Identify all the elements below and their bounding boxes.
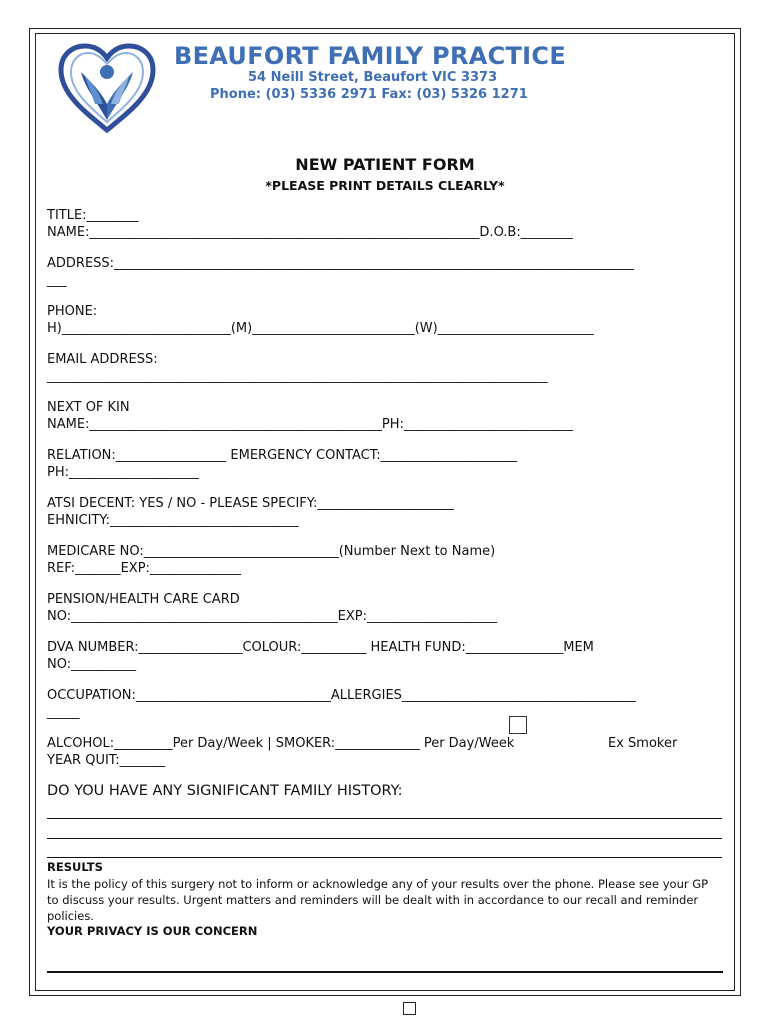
- family-history-line-2[interactable]: [47, 838, 722, 839]
- form-title: NEW PATIENT FORM: [295, 155, 475, 174]
- ethnicity-field[interactable]: EHNICITY:_____________________________: [47, 513, 299, 528]
- privacy-notice: YOUR PRIVACY IS OUR CONCERN: [47, 924, 258, 938]
- year-quit-field[interactable]: YEAR QUIT:_______: [47, 753, 166, 768]
- family-history-question: DO YOU HAVE ANY SIGNIFICANT FAMILY HISTORY:: [47, 783, 403, 799]
- member-number-field[interactable]: NO:__________: [47, 657, 137, 672]
- pension-label: PENSION/HEALTH CARE CARD: [47, 592, 240, 607]
- results-policy-text: It is the policy of this surgery not to inform or acknowledge any of your results over the phone. Please see your GP to discuss your results. Urgent matters and reminders will be dealt with in accordance to our recall and reminder policies.: [47, 877, 709, 923]
- heart-logo-icon: [55, 42, 159, 134]
- medicare-field[interactable]: MEDICARE NO:______________________________(Number Next to Name): [47, 544, 496, 559]
- results-heading: RESULTS: [47, 860, 103, 874]
- practice-name: BEAUFORT FAMILY PRACTICE: [174, 42, 567, 70]
- family-history-line-1[interactable]: [47, 818, 722, 819]
- phone-label: PHONE:: [47, 304, 98, 319]
- footer-checkbox[interactable]: [403, 1002, 416, 1015]
- title-field[interactable]: TITLE:________: [47, 208, 139, 223]
- address-continuation[interactable]: ___: [47, 273, 67, 288]
- pension-no-exp-field[interactable]: NO:_________________________________________EXP:____________________: [47, 609, 497, 624]
- alcohol-smoker-field[interactable]: ALCOHOL:_________Per Day/Week | SMOKER:_____________ Per Day/Week: [47, 736, 515, 751]
- medicare-ref-exp-field[interactable]: REF:_______EXP:______________: [47, 561, 241, 576]
- practice-address: 54 Neill Street, Beaufort VIC 3373: [248, 70, 498, 85]
- occupation-continuation[interactable]: _____: [47, 705, 80, 720]
- family-history-line-3[interactable]: [47, 857, 722, 858]
- phone-numbers-field[interactable]: H)__________________________(M)_________________________(W)________________________: [47, 321, 594, 336]
- next-of-kin-name-phone-field[interactable]: NAME:_____________________________________________PH:__________________________: [47, 417, 573, 432]
- practice-phone-fax: Phone: (03) 5336 2971 Fax: (03) 5326 1271: [210, 87, 528, 102]
- ex-smoker-checkbox[interactable]: [509, 716, 527, 734]
- emergency-phone-field[interactable]: PH:____________________: [47, 465, 199, 480]
- signature-line[interactable]: [47, 971, 723, 973]
- occupation-allergies-field[interactable]: OCCUPATION:______________________________ALLERGIES____________________________________: [47, 688, 636, 703]
- atsi-field[interactable]: ATSI DECENT: YES / NO - PLEASE SPECIFY:_____________________: [47, 496, 454, 511]
- address-field[interactable]: ADDRESS:________________________________________________________________________________: [47, 256, 635, 271]
- email-label: EMAIL ADDRESS:: [47, 352, 158, 367]
- next-of-kin-label: NEXT OF KIN: [47, 400, 130, 415]
- dva-health-fund-field[interactable]: DVA NUMBER:________________COLOUR:__________ HEALTH FUND:_______________MEM: [47, 640, 594, 655]
- form-subtitle: *PLEASE PRINT DETAILS CLEARLY*: [265, 178, 505, 193]
- ex-smoker-label: Ex Smoker: [608, 736, 678, 751]
- relation-emergency-field[interactable]: RELATION:_________________ EMERGENCY CONTACT:_____________________: [47, 448, 518, 463]
- name-dob-field[interactable]: NAME:____________________________________________________________D.O.B:________: [47, 225, 573, 240]
- email-field[interactable]: _____________________________________________________________________________: [47, 369, 548, 384]
